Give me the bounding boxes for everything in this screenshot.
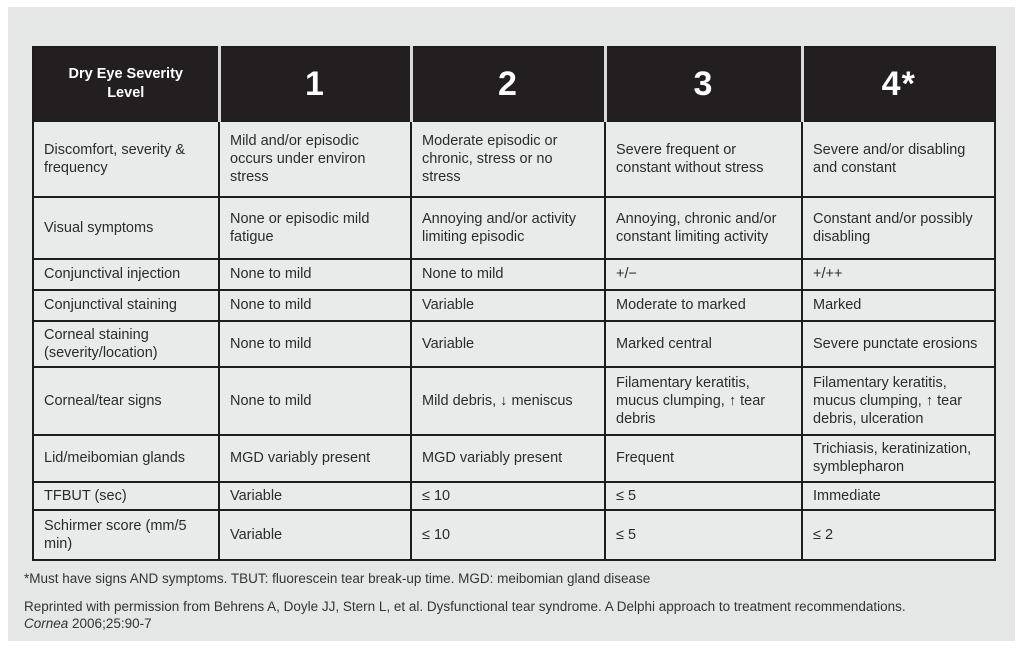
table-cell: Moderate to marked	[605, 290, 802, 321]
row-label-cell: Visual symptoms	[33, 197, 219, 259]
footnotes	[24, 570, 1009, 633]
table-cell: None to mild	[219, 290, 411, 321]
table-cell: Variable	[219, 510, 411, 560]
table-cell: None or episodic mild fatigue	[219, 197, 411, 259]
table-cell: Filamentary keratitis, mucus clumping, ↑ tear debris, ulceration	[802, 367, 995, 435]
table-cell: Severe punctate erosions	[802, 321, 995, 367]
row-label-cell: Lid/meibomian glands	[33, 435, 219, 481]
table-cell: Severe and/or disabling and constant	[802, 121, 995, 197]
header-level-4: 4*	[802, 47, 995, 121]
table-cell: Immediate	[802, 482, 995, 510]
table-row	[33, 367, 995, 435]
table-cell: +/++	[802, 259, 995, 290]
row-label-cell: Conjunctival injection	[33, 259, 219, 290]
row-label-cell: Corneal/tear signs	[33, 367, 219, 435]
table-cell: ≤ 10	[411, 482, 605, 510]
table-cell: ≤ 2	[802, 510, 995, 560]
table-cell: ≤ 5	[605, 482, 802, 510]
journal-name: Cornea	[24, 616, 69, 632]
table-row	[33, 197, 995, 259]
table-cell: Variable	[411, 321, 605, 367]
table-cell: Variable	[219, 482, 411, 510]
table-cell: Constant and/or possibly disabling	[802, 197, 995, 259]
table-row	[33, 121, 995, 197]
table-cell: Mild debris, ↓ meniscus	[411, 367, 605, 435]
table-row	[33, 510, 995, 560]
table-row	[33, 290, 995, 321]
table-cell: +/−	[605, 259, 802, 290]
table-cell: MGD variably present	[411, 435, 605, 481]
table-row	[33, 482, 995, 510]
table-cell: Filamentary keratitis, mucus clumping, ↑ tear debris	[605, 367, 802, 435]
table-cell: None to mild	[219, 367, 411, 435]
table-cell: Frequent	[605, 435, 802, 481]
table-cell: MGD variably present	[219, 435, 411, 481]
table-row	[33, 259, 995, 290]
row-label-cell: Conjunctival staining	[33, 290, 219, 321]
row-label-cell: TFBUT (sec)	[33, 482, 219, 510]
table-cell: None to mild	[219, 321, 411, 367]
table-cell: None to mild	[411, 259, 605, 290]
table-row	[33, 435, 995, 481]
table-cell: Variable	[411, 290, 605, 321]
table-cell: Mild and/or episodic occurs under environ stress	[219, 121, 411, 197]
header-level-3: 3	[605, 47, 802, 121]
header-level-1: 1	[219, 47, 411, 121]
table-row	[33, 321, 995, 367]
citation-detail: 2006;25:90-7	[68, 616, 152, 632]
row-label-cell: Corneal staining (severity/location)	[33, 321, 219, 367]
table-cell: Severe frequent or constant without stress	[605, 121, 802, 197]
dry-eye-severity-table	[32, 46, 996, 561]
footnote-abbreviations: *Must have signs AND symptoms. TBUT: fluorescein tear break-up time. MGD: meibomian gland disease	[24, 571, 651, 586]
citation-text: Reprinted with permission from Behrens A, Doyle JJ, Stern L, et al. Dysfunctional tear syndrome. A Delphi approach to treatment recommendations.	[24, 598, 906, 614]
header-level-2: 2	[411, 47, 605, 121]
row-label-cell: Schirmer score (mm/5 min)	[33, 510, 219, 560]
header-row	[33, 47, 995, 121]
table-cell: Trichiasis, keratinization, symblepharon	[802, 435, 995, 481]
header-corner-cell: Dry Eye Severity Level	[33, 47, 219, 121]
table-cell: Annoying, chronic and/or constant limiting activity	[605, 197, 802, 259]
table-cell: ≤ 10	[411, 510, 605, 560]
table-cell: None to mild	[219, 259, 411, 290]
footnote-citation	[24, 598, 1009, 633]
table-cell: Moderate episodic or chronic, stress or no stress	[411, 121, 605, 197]
table-cell: ≤ 5	[605, 510, 802, 560]
table-cell: Marked	[802, 290, 995, 321]
row-label-cell: Discomfort, severity & frequency	[33, 121, 219, 197]
table-cell: Marked central	[605, 321, 802, 367]
table-cell: Annoying and/or activity limiting episodic	[411, 197, 605, 259]
